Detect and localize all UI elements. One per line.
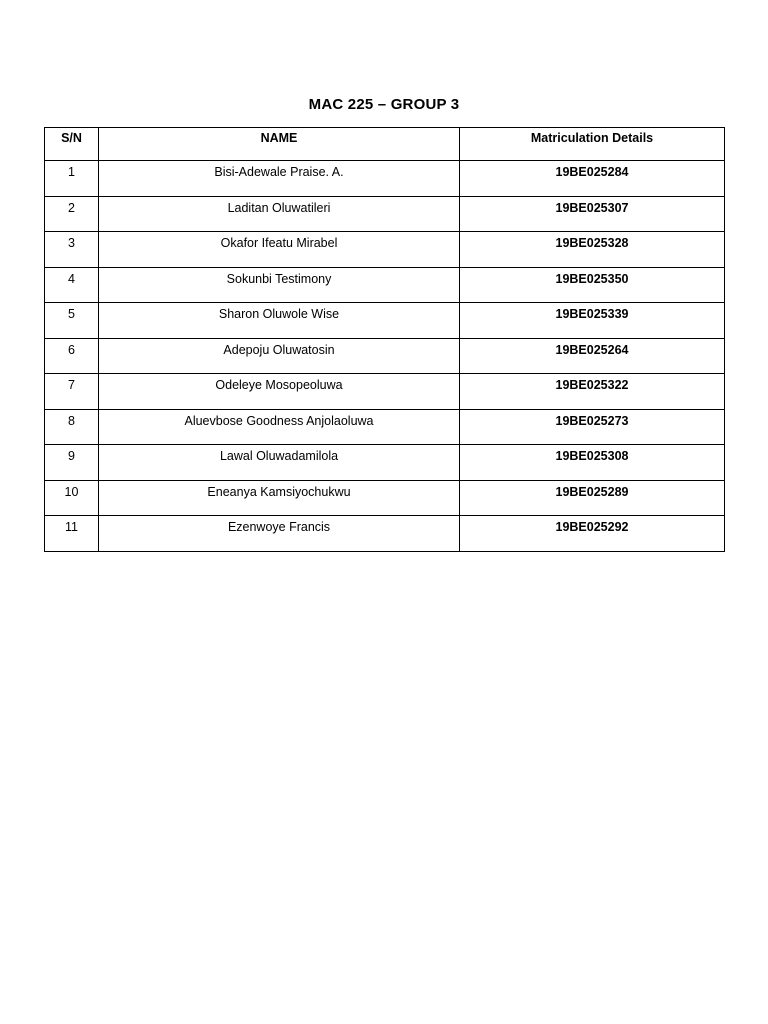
cell-sn: 1 — [45, 161, 99, 197]
cell-sn: 3 — [45, 232, 99, 268]
cell-sn: 8 — [45, 409, 99, 445]
cell-matric: 19BE025322 — [460, 374, 725, 410]
cell-sn: 10 — [45, 480, 99, 516]
table-row — [45, 445, 725, 481]
table-row — [45, 196, 725, 232]
cell-matric: 19BE025292 — [460, 516, 725, 552]
table-header-row — [45, 128, 725, 161]
cell-name: Aluevbose Goodness Anjolaoluwa — [99, 409, 460, 445]
cell-name: Sharon Oluwole Wise — [99, 303, 460, 339]
cell-sn: 11 — [45, 516, 99, 552]
cell-sn: 7 — [45, 374, 99, 410]
group-members-table — [44, 127, 725, 552]
table-row — [45, 161, 725, 197]
cell-name: Lawal Oluwadamilola — [99, 445, 460, 481]
cell-matric: 19BE025273 — [460, 409, 725, 445]
header-sn: S/N — [45, 128, 99, 161]
cell-sn: 5 — [45, 303, 99, 339]
table-row — [45, 409, 725, 445]
table-row — [45, 232, 725, 268]
cell-name: Sokunbi Testimony — [99, 267, 460, 303]
table-row — [45, 338, 725, 374]
cell-name: Okafor Ifeatu Mirabel — [99, 232, 460, 268]
cell-matric: 19BE025339 — [460, 303, 725, 339]
cell-name: Ezenwoye Francis — [99, 516, 460, 552]
document-title: MAC 225 – GROUP 3 — [308, 96, 460, 113]
cell-name: Bisi-Adewale Praise. A. — [99, 161, 460, 197]
cell-sn: 2 — [45, 196, 99, 232]
table-row — [45, 267, 725, 303]
table-row — [45, 374, 725, 410]
cell-name: Adepoju Oluwatosin — [99, 338, 460, 374]
cell-matric: 19BE025289 — [460, 480, 725, 516]
table-row — [45, 516, 725, 552]
cell-matric: 19BE025307 — [460, 196, 725, 232]
cell-sn: 9 — [45, 445, 99, 481]
header-matriculation: Matriculation Details — [460, 128, 725, 161]
cell-sn: 6 — [45, 338, 99, 374]
cell-matric: 19BE025264 — [460, 338, 725, 374]
cell-matric: 19BE025350 — [460, 267, 725, 303]
cell-matric: 19BE025328 — [460, 232, 725, 268]
header-name: NAME — [99, 128, 460, 161]
cell-sn: 4 — [45, 267, 99, 303]
cell-name: Eneanya Kamsiyochukwu — [99, 480, 460, 516]
table-row — [45, 303, 725, 339]
cell-matric: 19BE025284 — [460, 161, 725, 197]
table-row — [45, 480, 725, 516]
cell-name: Odeleye Mosopeoluwa — [99, 374, 460, 410]
cell-matric: 19BE025308 — [460, 445, 725, 481]
cell-name: Laditan Oluwatileri — [99, 196, 460, 232]
